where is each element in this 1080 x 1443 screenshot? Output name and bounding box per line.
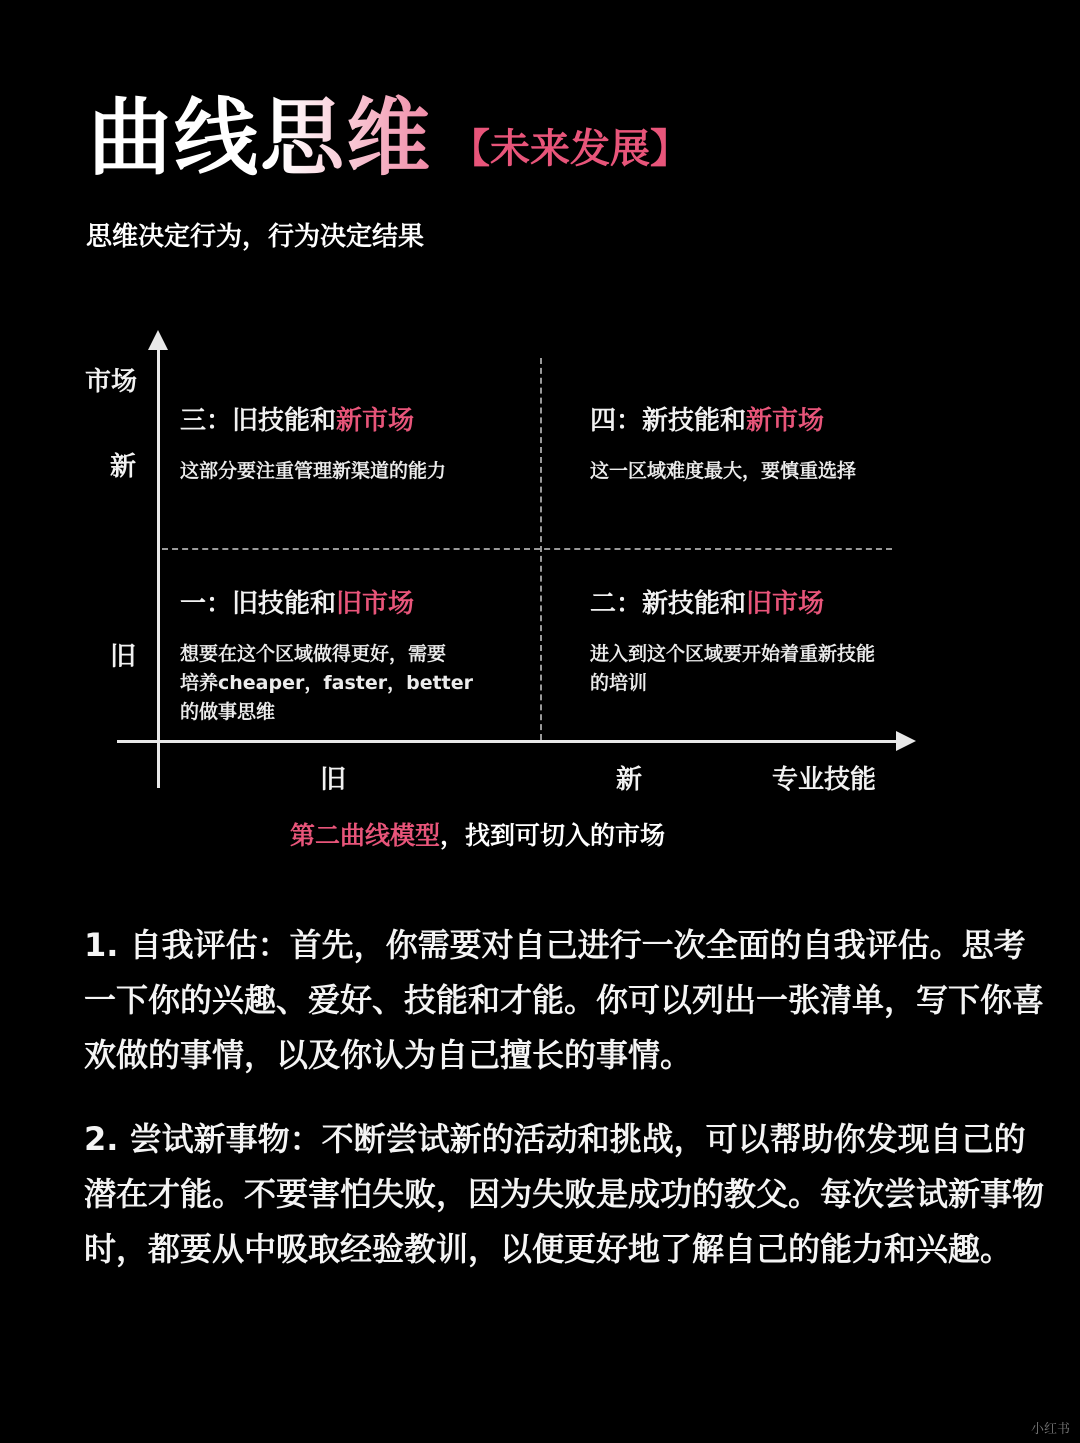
title-tag: 【未来发展】 [450, 126, 691, 173]
quadrant-two [590, 583, 875, 698]
watermark: 小红书 [1030, 1422, 1070, 1437]
y-axis-label: 市场 [85, 367, 138, 397]
quadrant-four-desc: 这一区域难度最大，要慎重选择 [590, 460, 857, 482]
page-title: 曲线思维 [88, 89, 433, 187]
x-tick-old: 旧 [320, 765, 347, 795]
quadrant-two-title: 二：新技能和旧市场 [590, 589, 825, 619]
horizontal-divider [162, 548, 892, 550]
y-axis-line [157, 345, 160, 788]
x-axis-arrow [896, 731, 916, 751]
quadrant-three-title: 三：旧技能和新市场 [180, 406, 415, 436]
x-axis-line [117, 740, 897, 743]
title-row [88, 89, 691, 187]
subtitle: 思维决定行为，行为决定结果 [86, 222, 425, 252]
paragraph-self-assessment: 1. 自我评估：首先，你需要对自己进行一次全面的自我评估。思考一下你的兴趣、爱好、技能和才能。你可以列出一张清单，写下你喜欢做的事情，以及你认为自己擅长的事情。 [84, 926, 1045, 1074]
quadrant-four [590, 400, 856, 486]
paragraph-try-new-things: 2. 尝试新事物：不断尝试新的活动和挑战，可以帮助你发现自己的潜在才能。不要害怕失败，因为失败是成功的教父。每次尝试新事物时，都要从中吸取经验教训，以便更好地了解自己的能力和兴趣。 [84, 1120, 1045, 1268]
diagram-caption: 第二曲线模型，找到可切入的市场 [290, 821, 666, 850]
x-axis-label: 专业技能 [772, 765, 877, 795]
quadrant-four-title: 四：新技能和新市场 [590, 406, 825, 436]
quadrant-one-title: 一：旧技能和旧市场 [180, 589, 415, 619]
quadrant-one [180, 583, 473, 727]
quadrant-two-desc: 进入到这个区域要开始着重新技能 的培训 [590, 643, 876, 694]
y-tick-new: 新 [110, 452, 137, 482]
x-tick-new: 新 [616, 765, 643, 795]
quadrant-three-desc: 这部分要注重管理新渠道的能力 [180, 460, 447, 482]
quadrant-one-desc: 想要在这个区域做得更好，需要 培养cheaper，faster，better 的做事思维 [180, 643, 473, 723]
y-tick-old: 旧 [110, 642, 137, 672]
quadrant-three [180, 400, 446, 486]
vertical-divider [540, 358, 542, 740]
y-axis-arrow [148, 330, 168, 350]
